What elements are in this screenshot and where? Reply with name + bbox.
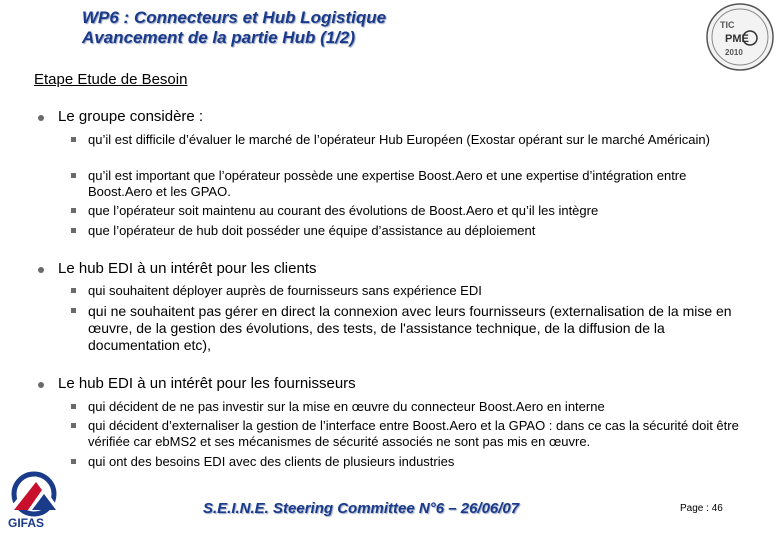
round-bullet-icon xyxy=(38,267,44,273)
section-heading: Etape Etude de Besoin xyxy=(34,71,188,88)
round-bullet-icon xyxy=(38,115,44,121)
square-bullet-icon xyxy=(71,404,76,409)
sub-bullet-text: qui ont des besoins EDI avec des clients de plusieurs industries xyxy=(88,454,455,469)
square-bullet-icon xyxy=(71,137,76,142)
square-bullet-icon xyxy=(71,288,76,293)
round-bullet-icon xyxy=(38,382,44,388)
square-bullet-icon xyxy=(71,173,76,178)
page-number: Page : 46 xyxy=(680,503,723,514)
sub-bullet-text: qui décident d’externaliser la gestion de l’interface entre Boost.Aero et la GPAO : dans ce cas la sécurité doit être vérifiée car ebMS2 et ses mécanismes de sécurité associés ne sont pas mis en œuvre. xyxy=(88,418,739,449)
tic-pme-logo xyxy=(703,0,777,74)
title-line-2: Avancement de la partie Hub (1/2) xyxy=(82,28,356,47)
bullet-text: Le hub EDI à un intérêt pour les fournisseurs xyxy=(58,375,356,392)
slide-title xyxy=(82,8,386,48)
bullet-text: Le groupe considère : xyxy=(58,108,204,125)
title-line-1: WP6 : Connecteurs et Hub Logistique xyxy=(82,8,387,27)
footer-committee: S.E.I.N.E. Steering Committee N°6 – 26/06/07 xyxy=(203,500,520,517)
square-bullet-icon xyxy=(71,308,76,313)
square-bullet-icon xyxy=(71,228,76,233)
bullet-text: Le hub EDI à un intérêt pour les clients xyxy=(58,260,317,277)
logo-pme-text: PME xyxy=(725,33,749,45)
sub-bullet-text: qui souhaitent déployer auprès de fournisseurs sans expérience EDI xyxy=(88,283,482,298)
square-bullet-icon xyxy=(71,208,76,213)
sub-bullet-text: qui ne souhaitent pas gérer en direct la connexion avec leurs fournisseurs (externalisation de la mise en œuvre, de la gestion des évolutions, des tests, de l'assistance technique, de la diffusion de la documentation etc), xyxy=(88,303,732,353)
sub-bullet-text: qu’il est important que l’opérateur possède une expertise Boost.Aero et une expertise d’intégration entre Boost.Aero et les GPAO. xyxy=(88,168,687,199)
logo-year-text: 2010 xyxy=(725,48,743,57)
sub-bullet-text: que l’opérateur de hub doit posséder une équipe d’assistance au déploiement xyxy=(88,223,536,238)
gifas-label: GIFAS xyxy=(8,516,45,530)
square-bullet-icon xyxy=(71,423,76,428)
sub-bullet-text: qui décident de ne pas investir sur la mise en œuvre du connecteur Boost.Aero en interne xyxy=(88,399,605,414)
sub-bullet-text: que l’opérateur soit maintenu au courant des évolutions de Boost.Aero et qu’il les intègre xyxy=(88,203,599,218)
sub-bullet-text: qu’il est difficile d’évaluer le marché de l’opérateur Hub Européen (Exostar opérant sur le marché Américain) xyxy=(88,132,710,147)
square-bullet-icon xyxy=(71,459,76,464)
logo-tic-text: TIC xyxy=(720,20,735,30)
